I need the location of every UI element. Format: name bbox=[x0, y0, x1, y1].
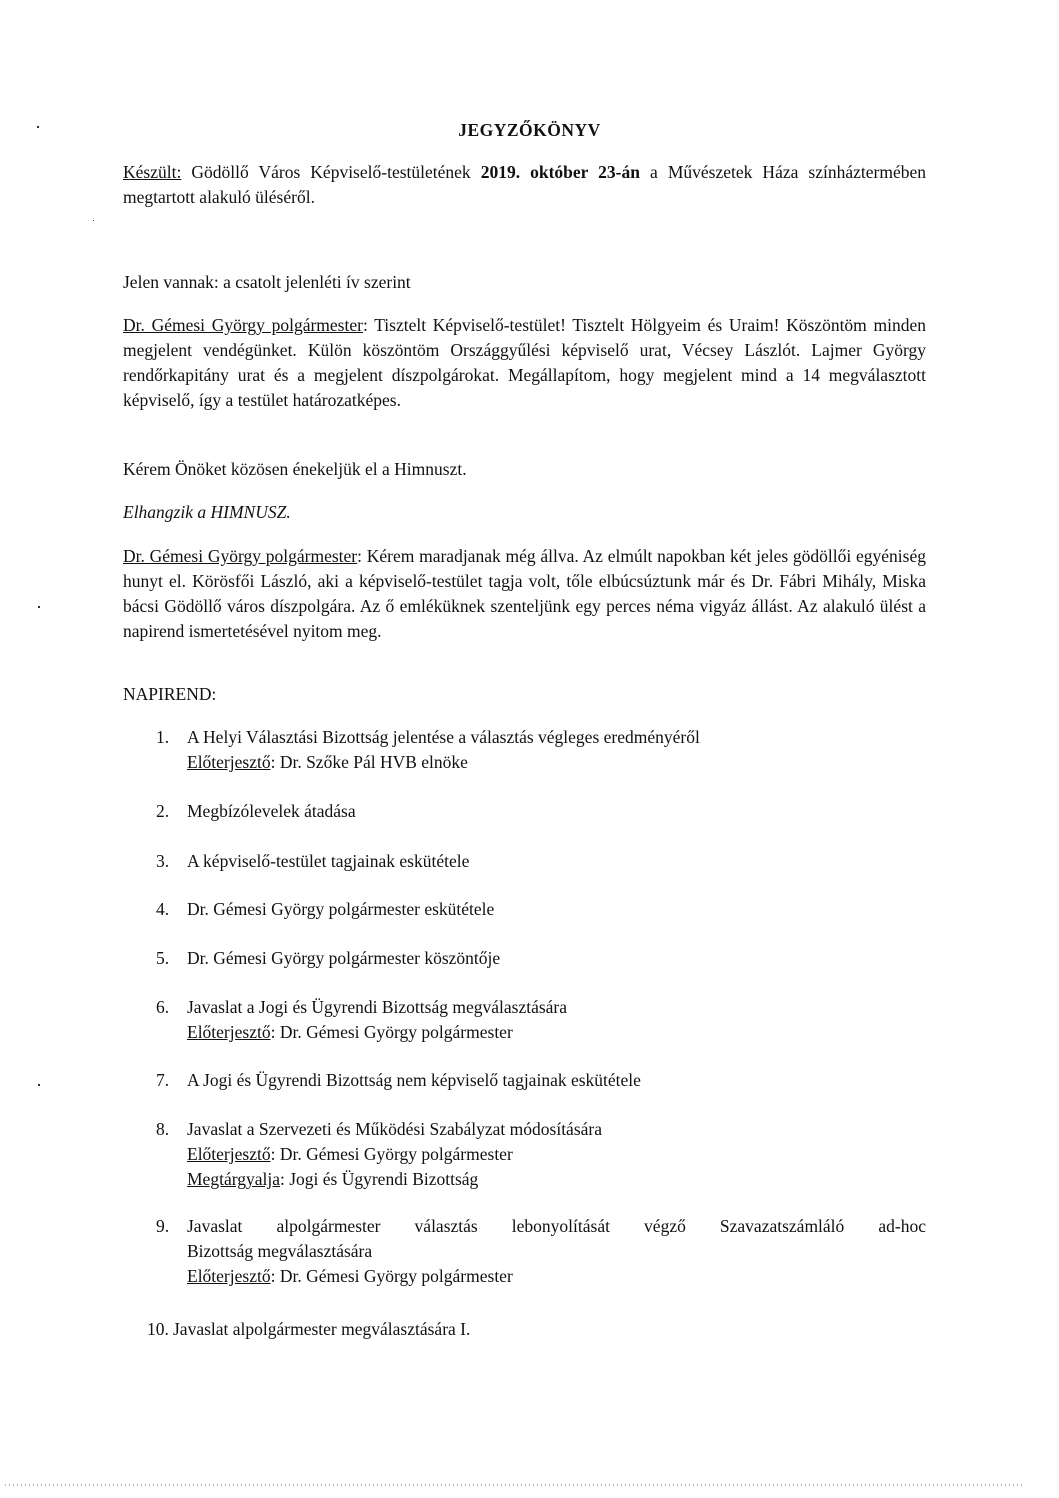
agenda-item-title: A Helyi Választási Bizottság jelentése a választás végleges eredményéről bbox=[187, 727, 700, 747]
presenter-label: Előterjesztő bbox=[187, 1144, 271, 1164]
header-text-2: a Művészetek Háza színháztermében megtartott alakuló üléséről. bbox=[123, 162, 926, 207]
presenter-name: : Dr. Gémesi György polgármester bbox=[270, 1266, 513, 1286]
agenda-item-number: 10. bbox=[147, 1319, 169, 1339]
reviewer-label: Megtárgyalja bbox=[187, 1169, 280, 1189]
scan-speck bbox=[37, 126, 39, 128]
agenda-item-number: 4. bbox=[156, 899, 170, 919]
scan-edge-dotted-line bbox=[5, 1484, 1025, 1486]
presenter-label: Előterjesztő bbox=[187, 752, 271, 772]
agenda-item-title: Dr. Gémesi György polgármester köszöntője bbox=[187, 948, 501, 968]
agenda-item-number: 8. bbox=[156, 1119, 170, 1139]
presenter-label: Előterjesztő bbox=[187, 1266, 271, 1286]
speech-text: : Kérem maradjanak még állva. Az elmúlt napokban két jeles gödöllői egyéniség hunyt el. Körösfői László, aki a képviselő-testület tagja volt, tőle elbúcsúztunk már és Dr. Fábri Mihály, Miska bácsi Gödöllő város díszpolgára. Az ő emléküknek szenteljünk egy perces néma vigyáz állást. Az alakuló ülést a napirend ismertetésével nyitom meg. bbox=[123, 546, 926, 641]
presenter-label: Előterjesztő bbox=[187, 1022, 271, 1042]
agenda-item-title: Javaslat a Jogi és Ügyrendi Bizottság megválasztására bbox=[187, 997, 568, 1017]
scan-speck bbox=[93, 220, 94, 221]
agenda-item-title: A Jogi és Ügyrendi Bizottság nem képviselő tagjainak eskütétele bbox=[187, 1070, 641, 1090]
speaker-name: Dr. Gémesi György polgármester bbox=[123, 315, 363, 335]
document-header-paragraph bbox=[123, 160, 926, 210]
agenda-item-title: Dr. Gémesi György polgármester eskütétele bbox=[187, 899, 495, 919]
agenda-item-title: Javaslat a Szervezeti és Működési Szabályzat módosítására bbox=[187, 1119, 602, 1139]
agenda-heading: NAPIREND: bbox=[123, 684, 217, 704]
agenda-item-title: Javaslat alpolgármester megválasztására I. bbox=[173, 1319, 471, 1339]
agenda-item-number: 2. bbox=[156, 801, 170, 821]
agenda-item-title-line-2: Bizottság megválasztására bbox=[187, 1241, 373, 1261]
header-text-1: Gödöllő Város Képviselő-testületének bbox=[181, 162, 481, 182]
agenda-item-number: 9. bbox=[156, 1216, 170, 1236]
reviewer-name: : Jogi és Ügyrendi Bizottság bbox=[279, 1169, 479, 1189]
agenda-item-title: Megbízólevelek átadása bbox=[187, 801, 356, 821]
memorial-speech-paragraph bbox=[123, 544, 926, 644]
header-label: Készült: bbox=[123, 162, 182, 182]
presenter-name: : Dr. Gémesi György polgármester bbox=[270, 1022, 513, 1042]
scan-speck bbox=[38, 606, 40, 608]
agenda-item-number: 6. bbox=[156, 997, 170, 1017]
agenda-item-number: 3. bbox=[156, 851, 170, 871]
document-title: JEGYZŐKÖNYV bbox=[458, 120, 601, 140]
scan-speck bbox=[38, 1084, 40, 1086]
anthem-request-paragraph: Kérem Önöket közösen énekeljük el a Himnuszt. bbox=[123, 459, 467, 479]
presenter-name: : Dr. Gémesi György polgármester bbox=[270, 1144, 513, 1164]
presenter-name: : Dr. Szőke Pál HVB elnöke bbox=[270, 752, 468, 772]
attendance-paragraph: Jelen vannak: a csatolt jelenléti ív szerint bbox=[123, 272, 411, 292]
opening-speech-paragraph bbox=[123, 313, 926, 413]
agenda-item-title-line-1: Javaslat alpolgármester választás lebonyolítását végző Szavazatszámláló ad-hoc bbox=[187, 1216, 926, 1236]
speech-text: : Tisztelt Képviselő-testület! Tisztelt Hölgyeim és Uraim! Köszöntöm minden megjelent vendégünket. Külön köszöntöm Országgyűlési képviselő urat, Vécsey Lászlót. Lajmer György rendőrkapitány urat és a megjelent díszpolgárokat. Megállapítom, hogy megjelent mind a 14 megválasztott képviselő, így a testület határozatképes. bbox=[123, 315, 926, 410]
meeting-date: 2019. október 23-án bbox=[480, 162, 640, 182]
agenda-item-number: 5. bbox=[156, 948, 170, 968]
agenda-item-number: 1. bbox=[156, 727, 170, 747]
agenda-item-number: 7. bbox=[156, 1070, 170, 1090]
anthem-note-paragraph: Elhangzik a HIMNUSZ. bbox=[123, 502, 291, 522]
speaker-name: Dr. Gémesi György polgármester bbox=[123, 546, 358, 566]
agenda-item-title: A képviselő-testület tagjainak eskütétele bbox=[187, 851, 470, 871]
